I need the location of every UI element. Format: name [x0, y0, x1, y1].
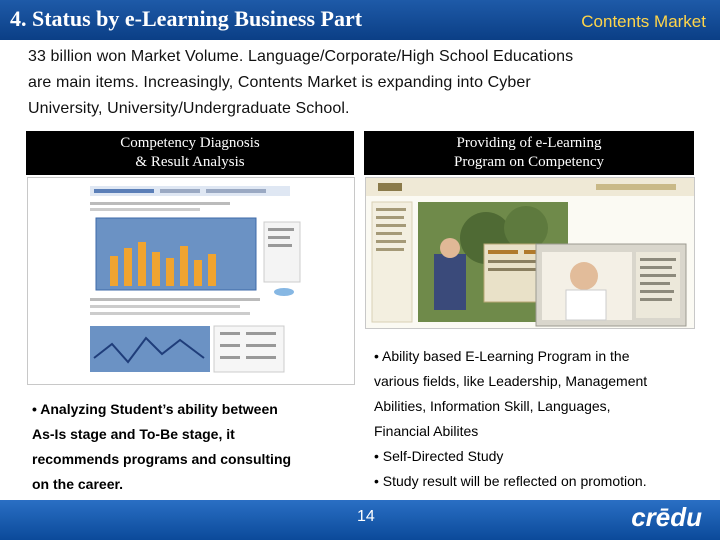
intro-line: 33 billion won Market Volume. Language/Corporate/High School Educations: [28, 48, 574, 65]
page-number: 14: [357, 508, 375, 525]
diagnosis-screenshot-image: [28, 178, 354, 384]
program-description: [374, 344, 704, 494]
description-line: • Self-Directed Study: [374, 448, 504, 464]
description-line: Abilities, Information Skill, Languages,: [374, 398, 611, 414]
description-line: recommends programs and consulting: [32, 451, 292, 467]
intro-line: University, University/Undergraduate School.: [28, 100, 350, 117]
box-title-line: Competency Diagnosis: [120, 135, 260, 151]
box-title-line: Program on Competency: [454, 154, 604, 170]
brand-logo: crēdu: [631, 502, 702, 532]
elearning-program-title: [364, 131, 694, 175]
description-line: As-Is stage and To-Be stage, it: [32, 426, 235, 442]
intro-paragraph: [28, 44, 708, 122]
description-line: • Ability based E-Learning Program in the: [374, 348, 630, 364]
description-line: • Study result will be reflected on promotion.: [374, 473, 647, 489]
section-label: Contents Market: [581, 12, 706, 31]
description-line: on the career.: [32, 476, 124, 492]
box-title-line: & Result Analysis: [135, 154, 245, 170]
header-bar: [0, 0, 720, 40]
description-line: • Analyzing Student’s ability between: [32, 401, 278, 417]
intro-line: are main items. Increasingly, Contents Market is expanding into Cyber: [28, 74, 531, 91]
description-line: Financial Abilites: [374, 423, 479, 439]
diagnosis-description: [32, 397, 352, 497]
elearning-screenshot-image: [366, 178, 694, 328]
description-line: various fields, like Leadership, Management: [374, 373, 648, 389]
elearning-screenshot: [365, 177, 695, 329]
box-title-line: Providing of e-Learning: [456, 135, 602, 151]
diagnosis-screenshot: [27, 177, 355, 385]
competency-diagnosis-title: [26, 131, 354, 175]
footer-bar: [0, 500, 720, 540]
page-title: 4. Status by e-Learning Business Part: [10, 6, 363, 31]
